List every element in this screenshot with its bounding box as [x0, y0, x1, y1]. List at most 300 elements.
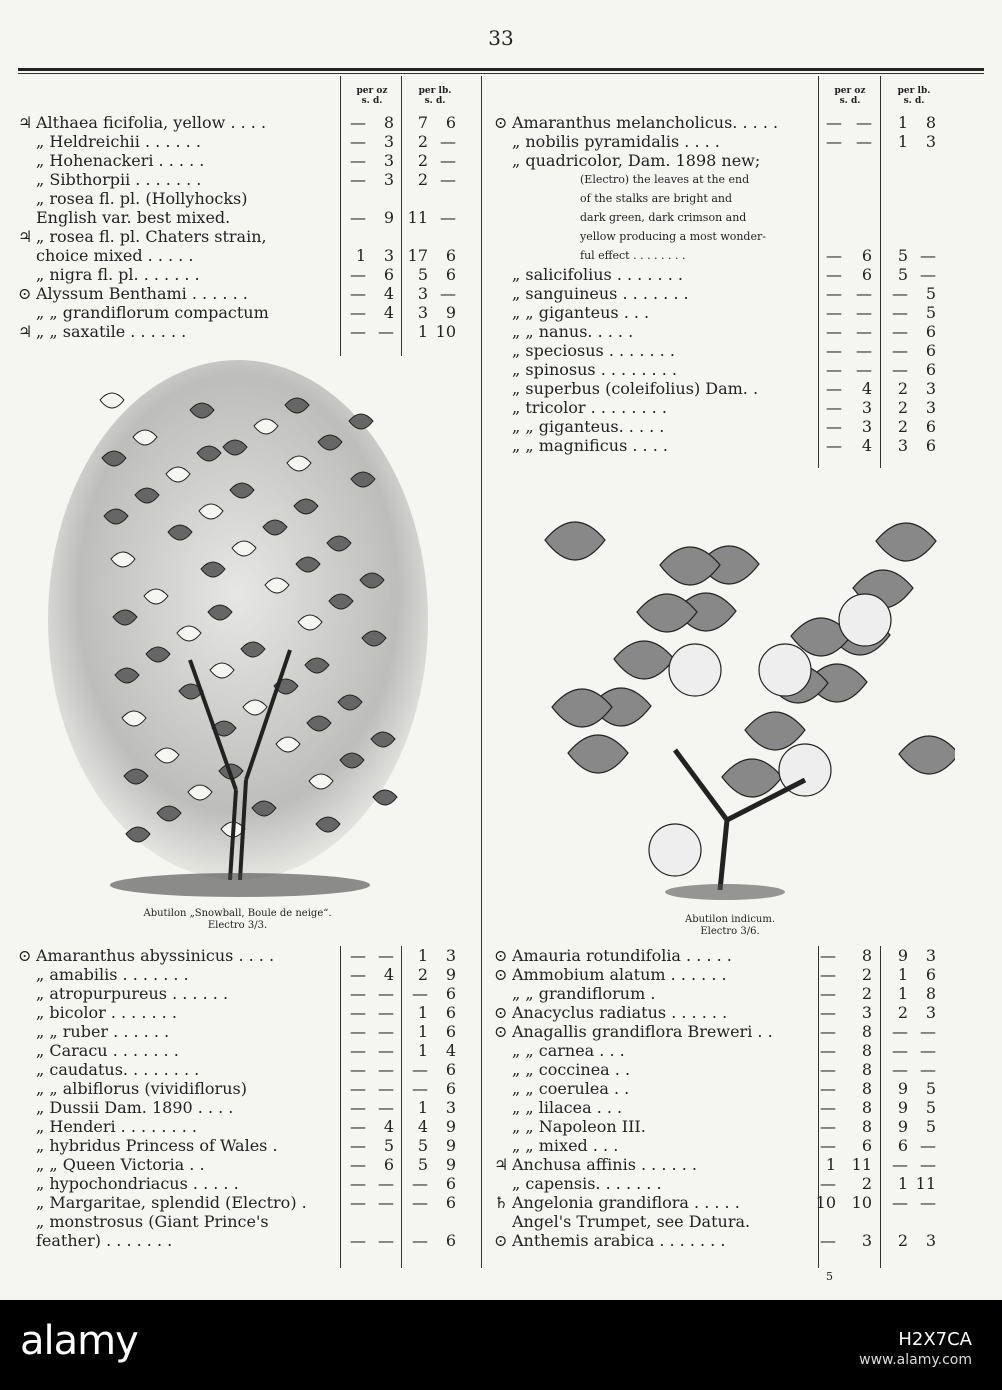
lb-pence: 3: [925, 1231, 936, 1250]
price-row: [18, 1174, 464, 1193]
oz-pence: —: [856, 284, 872, 303]
price-row: [494, 151, 944, 170]
lb-pence: 6: [445, 1174, 456, 1193]
oz-shillings: —: [820, 946, 836, 965]
lb-shillings: 1: [897, 965, 908, 984]
lb-pence: 5: [925, 1117, 936, 1136]
oz-shillings: —: [350, 1193, 366, 1212]
oz-shillings: —: [350, 132, 366, 151]
oz-pence: —: [378, 1174, 394, 1193]
oz-shillings: 10: [815, 1193, 836, 1212]
price-row: [18, 227, 464, 246]
item-name: Angel's Trumpet, see Datura.: [512, 1212, 751, 1231]
item-name: feather) . . . . . . .: [36, 1231, 173, 1250]
top-rule-thin: [18, 73, 984, 74]
oz-shillings: —: [820, 1060, 836, 1079]
oz-shillings: —: [350, 1041, 366, 1060]
flower-shape: [759, 644, 811, 696]
price-row: [494, 398, 944, 417]
price-cell: 5: [897, 246, 908, 265]
right-header-per-oz: per oz s. d.: [834, 86, 866, 106]
oz-pence: 8: [861, 1060, 872, 1079]
item-name: „ spinosus . . . . . . . .: [512, 360, 677, 379]
lb-pence: 9: [445, 303, 456, 322]
lb-shillings: 7: [417, 113, 428, 132]
lb-shillings: 1: [417, 1022, 428, 1041]
symbol: ⊙: [18, 284, 32, 303]
lb-shillings: —: [892, 1155, 908, 1174]
caption-left: Abutilon „Snowball, Boule de neige“. Electro 3/3.: [143, 908, 332, 931]
oz-pence: 2: [861, 984, 872, 1003]
lb-shillings: 1: [897, 113, 908, 132]
price-row: [494, 1212, 944, 1231]
lb-pence: 5: [925, 1079, 936, 1098]
lb-shillings: 3: [897, 436, 908, 455]
oz-shillings: —: [350, 1136, 366, 1155]
lb-pence: 3: [925, 398, 936, 417]
lb-shillings: 1: [897, 132, 908, 151]
lb-shillings: 2: [897, 379, 908, 398]
leaf-shape: [876, 523, 936, 561]
item-name: Amauria rotundifolia . . . . .: [512, 946, 732, 965]
symbol: ⊙: [494, 113, 508, 132]
price-row: [494, 1079, 944, 1098]
symbol: ♃: [494, 1155, 509, 1174]
signature-mark: 5: [826, 1270, 833, 1283]
symbol: ⊙: [494, 1003, 508, 1022]
price-row: [18, 132, 464, 151]
price-row: [18, 284, 464, 303]
lb-shillings: 2: [897, 417, 908, 436]
lb-shillings: 3: [417, 284, 428, 303]
item-name: „ Henderi . . . . . . . .: [36, 1117, 197, 1136]
oz-pence: 10: [851, 1193, 872, 1212]
oz-pence: 8: [861, 1098, 872, 1117]
oz-shillings: —: [350, 1117, 366, 1136]
symbol: ⊙: [494, 1231, 508, 1250]
lb-pence: —: [920, 1041, 936, 1060]
oz-shillings: —: [820, 1079, 836, 1098]
item-name: „ nobilis pyramidalis . . . .: [512, 132, 720, 151]
item-name: „ speciosus . . . . . . .: [512, 341, 675, 360]
price-row: [494, 965, 944, 984]
oz-shillings: —: [350, 170, 366, 189]
lb-shillings: —: [892, 360, 908, 379]
lb-shillings: —: [412, 1231, 428, 1250]
price-row: [494, 1136, 944, 1155]
lb-pence: 6: [445, 1231, 456, 1250]
price-row: [494, 284, 944, 303]
oz-pence: 5: [383, 1136, 394, 1155]
price-row: [18, 1041, 464, 1060]
price-row: [494, 1003, 944, 1022]
note-line: (Electro) the leaves at the end: [580, 173, 750, 186]
price-row: [18, 1079, 464, 1098]
price-row: [18, 984, 464, 1003]
lb-pence: 4: [445, 1041, 456, 1060]
oz-pence: 3: [383, 246, 394, 265]
price-row: [494, 303, 944, 322]
item-name: „ hypochondriacus . . . . .: [36, 1174, 239, 1193]
symbol: ⊙: [494, 965, 508, 984]
oz-pence: —: [378, 1098, 394, 1117]
oz-pence: 9: [383, 208, 394, 227]
oz-pence: 3: [383, 151, 394, 170]
lb-pence: 9: [445, 1155, 456, 1174]
item-name: „ superbus (coleifolius) Dam. .: [512, 379, 759, 398]
lb-shillings: —: [412, 1193, 428, 1212]
price-row: [18, 189, 464, 208]
lb-pence: —: [920, 1060, 936, 1079]
item-name: „ „ mixed . . .: [512, 1136, 619, 1155]
lb-shillings: 2: [417, 151, 428, 170]
lb-shillings: 2: [417, 132, 428, 151]
leaf-shape: [568, 735, 628, 773]
oz-pence: —: [378, 1041, 394, 1060]
flower-shape: [669, 644, 721, 696]
item-name: „ nigra fl. pl. . . . . . .: [36, 265, 200, 284]
lb-shillings: —: [892, 1193, 908, 1212]
lb-pence: —: [920, 1136, 936, 1155]
oz-shillings: —: [826, 132, 842, 151]
note-line: of the stalks are bright and: [580, 192, 733, 205]
lb-shillings: 1: [897, 984, 908, 1003]
oz-shillings: 1: [355, 246, 366, 265]
oz-pence: 3: [383, 170, 394, 189]
price-row: [18, 1136, 464, 1155]
lb-shillings: 5: [897, 265, 908, 284]
oz-pence: —: [856, 132, 872, 151]
item-name: „ „ coerulea . .: [512, 1079, 630, 1098]
price-row: [18, 170, 464, 189]
price-row: [494, 1155, 944, 1174]
symbol: ♃: [18, 113, 33, 132]
oz-pence: —: [378, 984, 394, 1003]
item-name: „ „ grandiflorum compactum: [36, 303, 269, 322]
item-name: Anchusa affinis . . . . . .: [512, 1155, 697, 1174]
lb-shillings: 1: [417, 1041, 428, 1060]
oz-pence: —: [378, 322, 394, 341]
oz-pence: —: [378, 1231, 394, 1250]
oz-shillings: —: [820, 1003, 836, 1022]
lb-pence: 6: [445, 1060, 456, 1079]
oz-pence: —: [378, 1060, 394, 1079]
item-name: „ „ albiflorus (vividiflorus): [36, 1079, 247, 1098]
lb-pence: 3: [925, 379, 936, 398]
oz-pence: —: [856, 360, 872, 379]
lb-pence: —: [920, 1155, 936, 1174]
oz-pence: 8: [861, 1041, 872, 1060]
item-name: „ Heldreichii . . . . . .: [36, 132, 201, 151]
item-name: English var. best mixed.: [36, 208, 231, 227]
oz-pence: 6: [861, 265, 872, 284]
oz-shillings: —: [350, 1022, 366, 1041]
price-row: [494, 379, 944, 398]
abutilon-indicum-illustration: [505, 520, 955, 905]
price-row: [494, 1117, 944, 1136]
lb-pence: —: [920, 265, 936, 284]
oz-shillings: —: [350, 303, 366, 322]
note-line: ful effect . . . . . . . .: [580, 249, 686, 262]
left-header-per-oz: per oz s. d.: [356, 86, 388, 106]
lb-shillings: 5: [417, 265, 428, 284]
oz-pence: —: [378, 946, 394, 965]
oz-pence: 8: [861, 946, 872, 965]
lb-shillings: 1: [897, 1174, 908, 1193]
lb-shillings: 9: [897, 946, 908, 965]
lb-shillings: 2: [417, 965, 428, 984]
price-row: [494, 417, 944, 436]
price-row: [494, 113, 944, 132]
oz-pence: —: [856, 322, 872, 341]
oz-pence: —: [856, 341, 872, 360]
item-name: „ capensis. . . . . . .: [512, 1174, 662, 1193]
leaf-shape: [722, 759, 782, 797]
item-name: „ „ carnea . . .: [512, 1041, 625, 1060]
right-header-per-lb: per lb. s. d.: [897, 86, 931, 106]
price-row: [494, 1231, 944, 1250]
item-name: „ „ coccinea . .: [512, 1060, 631, 1079]
price-row: [494, 1098, 944, 1117]
item-name: „ monstrosus (Giant Prince's: [36, 1212, 269, 1231]
lb-shillings: 1: [417, 1098, 428, 1117]
oz-shillings: —: [350, 965, 366, 984]
price-row: [18, 1022, 464, 1041]
oz-shillings: —: [820, 1117, 836, 1136]
watermark-image-id: H2X7CA: [898, 1329, 972, 1350]
oz-shillings: —: [350, 265, 366, 284]
oz-shillings: —: [820, 1231, 836, 1250]
lb-shillings: —: [892, 322, 908, 341]
item-name: „ „ magnificus . . . .: [512, 436, 668, 455]
center-divider: [481, 76, 482, 1268]
oz-pence: 6: [383, 1155, 394, 1174]
price-row: [18, 965, 464, 984]
item-name: „ „ nanus. . . . .: [512, 322, 634, 341]
leaf-shape: [100, 393, 124, 408]
lb-pence: 5: [925, 284, 936, 303]
price-row: [18, 113, 464, 132]
lb-shillings: 4: [417, 1117, 428, 1136]
lb-shillings: —: [892, 1041, 908, 1060]
lb-shillings: 11: [407, 208, 428, 227]
oz-shillings: —: [350, 1174, 366, 1193]
oz-shillings: —: [350, 1231, 366, 1250]
note-line: dark green, dark crimson and: [580, 211, 747, 224]
lb-pence: —: [440, 284, 456, 303]
leaf-shape: [899, 736, 955, 774]
oz-pence: 11: [851, 1155, 872, 1174]
item-name: „ Hohenackeri . . . . .: [36, 151, 205, 170]
lb-pence: 3: [445, 1098, 456, 1117]
lb-shillings: 2: [897, 1003, 908, 1022]
item-name: Althaea ficifolia, yellow . . . .: [36, 113, 267, 132]
oz-shillings: —: [350, 151, 366, 170]
oz-shillings: —: [820, 1174, 836, 1193]
price-row: [494, 1174, 944, 1193]
symbol: ♄: [494, 1193, 509, 1212]
oz-shillings: —: [826, 341, 842, 360]
price-row: [494, 265, 944, 284]
item-name: Anacyclus radiatus . . . . . .: [512, 1003, 728, 1022]
lb-pence: 9: [445, 1117, 456, 1136]
lb-shillings: 1: [417, 322, 428, 341]
lb-shillings: —: [892, 341, 908, 360]
symbol: ⊙: [494, 1022, 508, 1041]
lb-shillings: —: [412, 1174, 428, 1193]
lb-shillings: —: [892, 1060, 908, 1079]
lb-pence: 5: [925, 1098, 936, 1117]
lb-pence: —: [440, 208, 456, 227]
lb-shillings: 2: [897, 398, 908, 417]
item-name: „ Sibthorpii . . . . . . .: [36, 170, 202, 189]
oz-shillings: —: [826, 379, 842, 398]
symbol: ♃: [18, 322, 33, 341]
oz-shillings: —: [820, 965, 836, 984]
oz-shillings: —: [826, 417, 842, 436]
oz-pence: —: [378, 1003, 394, 1022]
item-name: „ salicifolius . . . . . . .: [512, 265, 683, 284]
lb-shillings: —: [412, 984, 428, 1003]
oz-pence: 8: [861, 1117, 872, 1136]
item-name: „ tricolor . . . . . . . .: [512, 398, 667, 417]
lb-pence: 8: [925, 113, 936, 132]
oz-shillings: —: [350, 984, 366, 1003]
oz-pence: 3: [861, 1003, 872, 1022]
lb-pence: 6: [445, 265, 456, 284]
oz-shillings: —: [350, 113, 366, 132]
oz-shillings: 1: [825, 1155, 836, 1174]
item-name: „ „ Queen Victoria . .: [36, 1155, 205, 1174]
item-name: „ quadricolor, Dam. 1898 new;: [512, 151, 761, 170]
price-cell: —: [826, 246, 842, 265]
item-name: „ „ giganteus . . .: [512, 303, 650, 322]
oz-shillings: —: [350, 322, 366, 341]
item-name: „ „ saxatile . . . . . .: [36, 322, 187, 341]
item-name: „ amabilis . . . . . . .: [36, 965, 189, 984]
price-row: [494, 946, 944, 965]
lb-pence: 6: [445, 246, 456, 265]
oz-pence: 6: [861, 1136, 872, 1155]
lb-pence: 3: [925, 1003, 936, 1022]
lb-pence: 6: [925, 417, 936, 436]
item-name: „ „ grandiflorum .: [512, 984, 656, 1003]
item-name: Angelonia grandiflora . . . . .: [512, 1193, 740, 1212]
item-name: „ rosea fl. pl. (Hollyhocks): [36, 189, 248, 208]
price-row: [494, 1041, 944, 1060]
oz-pence: 8: [861, 1022, 872, 1041]
lb-pence: 11: [915, 1174, 936, 1193]
item-name: „ atropurpureus . . . . . .: [36, 984, 229, 1003]
item-name: „ „ ruber . . . . . .: [36, 1022, 170, 1041]
page-number: 33: [488, 26, 514, 50]
price-row: [18, 1231, 464, 1250]
item-name: „ Caracu . . . . . . .: [36, 1041, 179, 1060]
oz-shillings: —: [820, 1022, 836, 1041]
lb-pence: —: [920, 1193, 936, 1212]
lb-pence: 6: [445, 1022, 456, 1041]
lb-shillings: 6: [897, 1136, 908, 1155]
lb-shillings: 1: [417, 1003, 428, 1022]
lb-shillings: 2: [417, 170, 428, 189]
item-name: „ sanguineus . . . . . . .: [512, 284, 689, 303]
oz-shillings: —: [820, 1098, 836, 1117]
lb-pence: 6: [925, 322, 936, 341]
price-row: [18, 246, 464, 265]
lb-pence: —: [440, 170, 456, 189]
abutilon-snowball-illustration: [40, 360, 435, 905]
price-row: [18, 1003, 464, 1022]
oz-pence: —: [856, 113, 872, 132]
lb-pence: 8: [925, 984, 936, 1003]
oz-shillings: —: [350, 1155, 366, 1174]
lb-shillings: —: [412, 1079, 428, 1098]
price-row: [494, 360, 944, 379]
price-row: [494, 1193, 944, 1212]
lb-pence: 10: [435, 322, 456, 341]
price-row: [18, 1060, 464, 1079]
price-row: [494, 132, 944, 151]
price-row: [18, 1117, 464, 1136]
watermark-brand: alamy: [20, 1318, 138, 1364]
oz-shillings: —: [350, 1098, 366, 1117]
price-row: [494, 322, 944, 341]
item-name: Amaranthus melancholicus. . . . .: [512, 113, 779, 132]
item-name: „ „ Napoleon III.: [512, 1117, 646, 1136]
lb-pence: 6: [925, 436, 936, 455]
oz-pence: 8: [383, 113, 394, 132]
oz-pence: 3: [861, 1231, 872, 1250]
lb-pence: 6: [445, 1193, 456, 1212]
flower-shape: [649, 824, 701, 876]
item-name: Alyssum Benthami . . . . . .: [36, 284, 248, 303]
lb-pence: 6: [445, 113, 456, 132]
oz-shillings: —: [826, 284, 842, 303]
caption-right: Abutilon indicum. Electro 3/6.: [684, 914, 776, 937]
oz-pence: 2: [861, 965, 872, 984]
oz-pence: 4: [383, 965, 394, 984]
lb-pence: 6: [925, 965, 936, 984]
oz-shillings: —: [826, 360, 842, 379]
item-name: Amaranthus abyssinicus . . . .: [36, 946, 275, 965]
oz-shillings: —: [350, 208, 366, 227]
item-name: „ Dussii Dam. 1890 . . . .: [36, 1098, 234, 1117]
oz-pence: —: [378, 1022, 394, 1041]
item-name: „ rosea fl. pl. Chaters strain,: [36, 227, 267, 246]
oz-shillings: —: [350, 1060, 366, 1079]
flower-shape: [839, 594, 891, 646]
price-row: [494, 984, 944, 1003]
lb-shillings: 5: [417, 1155, 428, 1174]
oz-pence: 2: [861, 1174, 872, 1193]
price-row: [494, 1022, 944, 1041]
price-cell: —: [920, 246, 936, 265]
item-name: „ caudatus. . . . . . . .: [36, 1060, 200, 1079]
item-name: Ammobium alatum . . . . . .: [512, 965, 727, 984]
lb-shillings: 9: [897, 1117, 908, 1136]
price-row: [18, 151, 464, 170]
oz-pence: 4: [383, 303, 394, 322]
price-row: [494, 341, 944, 360]
lb-pence: 6: [925, 360, 936, 379]
price-row: [18, 303, 464, 322]
lb-pence: 3: [925, 132, 936, 151]
lb-pence: 6: [445, 984, 456, 1003]
lb-pence: 6: [445, 1079, 456, 1098]
oz-shillings: —: [350, 284, 366, 303]
lb-shillings: —: [892, 1022, 908, 1041]
price-row: [18, 1155, 464, 1174]
